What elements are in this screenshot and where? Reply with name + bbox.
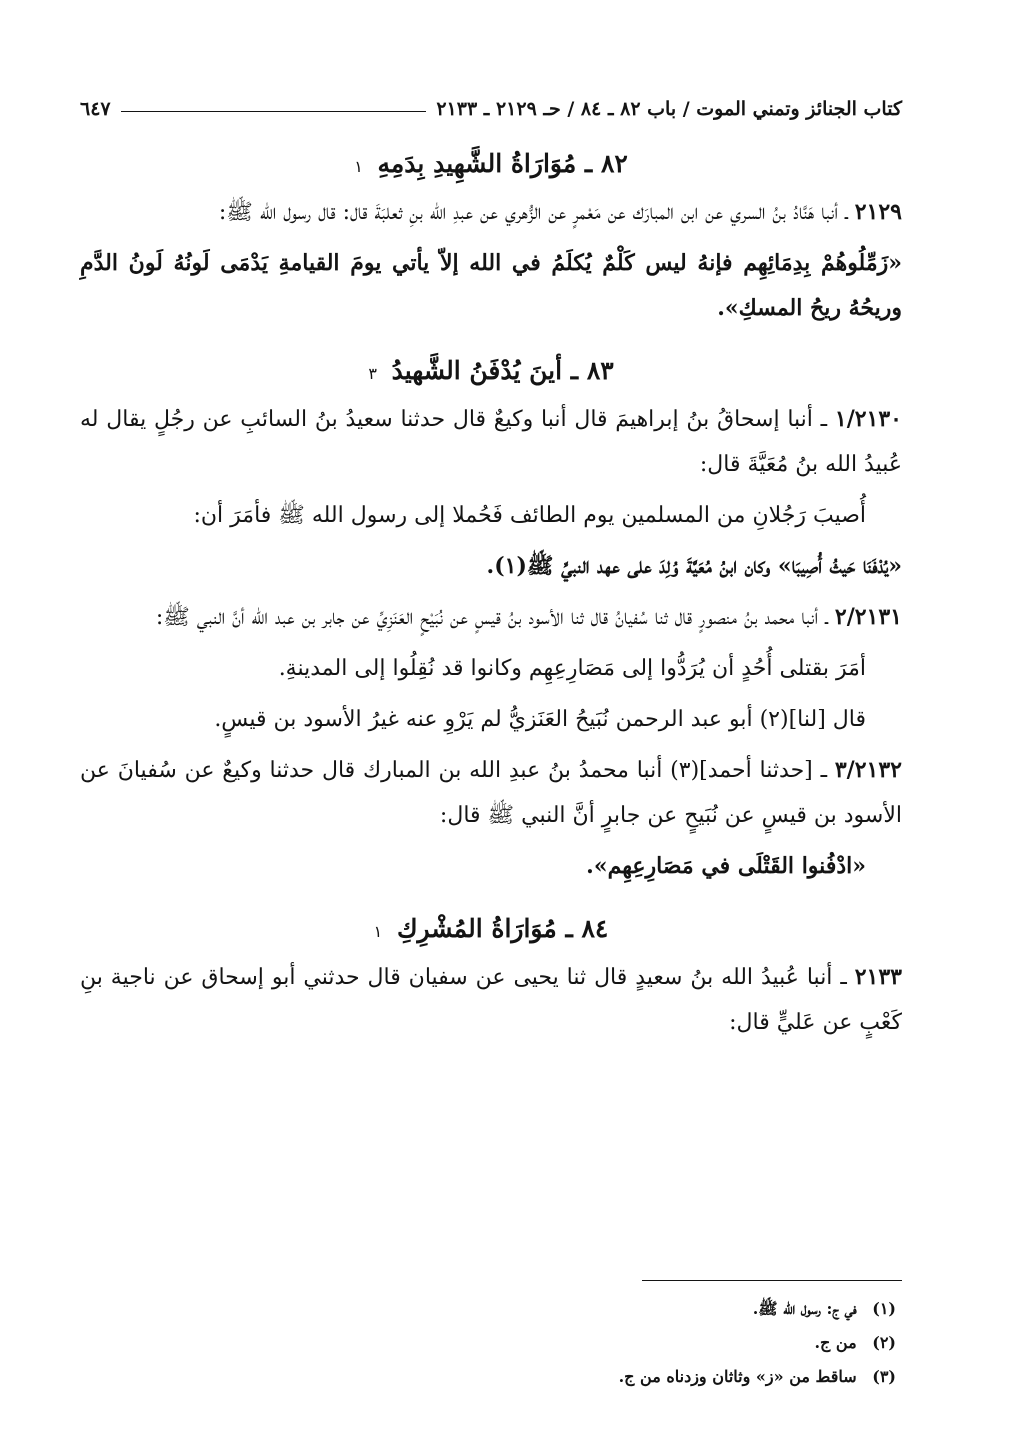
- hadith-matn: [80, 241, 902, 331]
- hadith-matn-text: «زَمِّلُوهُمْ بِدِمَائِهِم فإنهُ ليس كَلْمٌ يُكلَمُ في الله إلاّ يأتي يومَ القيامةِ يَدْمَى لَونُهُ لَونُ الدَّمِ وريحُهُ ريحُ المسكِ».: [80, 250, 902, 321]
- hadith-paragraph-2129: [80, 190, 902, 235]
- footnote-2: [300, 1326, 896, 1360]
- hadith-isnad: ـ [حدثنا أحمد](٣) أنبا محمدُ بنُ عبدِ الله بن المبارك قال حدثنا وكيعٌ عن سُفيانَ عن الأسود بن قيسٍ عن نُبَيحٍ عن جابرٍ أنَّ النبي ﷺ قال:: [80, 758, 902, 828]
- footnote-separator: [642, 1280, 902, 1281]
- chapter-heading-82: [80, 138, 902, 190]
- hadith-paragraph-2133: [80, 955, 902, 1045]
- heading-note-marker: ١: [354, 157, 363, 176]
- footnotes: [300, 1292, 896, 1394]
- hadith-isnad: ـ أنبا هَنَّادُ بنُ السري عن ابن المبارَك عن مَعْمرٍ عن الزُّهري عن عبدِ الله بنِ ثعلبَةَ قال: قال رسول الله ﷺ:: [218, 200, 848, 225]
- chapter-heading-text: ٨٣ ـ أينَ يُدْفَنُ الشَّهيدُ: [391, 356, 614, 385]
- page-number: ٦٤٧: [80, 98, 111, 120]
- hadith-number: ٣/٢١٣٢: [834, 757, 902, 783]
- footnote-1: [300, 1292, 896, 1326]
- hadith-number: ٢/٢١٣١: [834, 604, 902, 630]
- hadith-matn-text: «ادْفُنوا القَتْلَى في مَصَارِعِهِم».: [586, 853, 866, 879]
- hadith-narrative: [80, 493, 902, 538]
- hadith-isnad: ـ أنبا عُبيدُ الله بنُ سعيدٍ قال ثنا يحيى عن سفيان قال حدثني أبو إسحاق عن ناجية بنِ كَعْبٍ عن عَليٍّ قال:: [80, 965, 902, 1035]
- hadith-paragraph-2130: [80, 397, 902, 487]
- footnote-text: في ج: رسول الله ﷺ.: [752, 1299, 857, 1318]
- hadith-isnad: ـ أنبا محمد بنُ منصورٍ قال ثنا سُفيانُ قال ثنا الأسود بنُ قيسٍ عن نُبَيْحٍ العَنَزِيِّ عن جابر بن عبد الله أنَّ النبي ﷺ:: [155, 605, 828, 630]
- footnote-number: (١): [872, 1299, 896, 1318]
- running-header: [80, 80, 902, 120]
- spacer: [80, 337, 902, 345]
- footnote-text: من ج.: [814, 1333, 857, 1352]
- hadith-number: ٢١٣٣: [854, 964, 902, 990]
- chapter-heading-84: [80, 903, 902, 955]
- hadith-comment-text: قال [لنا](٢) أبو عبد الرحمن نُبَيحُ العَنَزيُّ لم يَرْوِ عنه غيرُ الأسود بن قيسٍ.: [214, 707, 866, 732]
- hadith-number: ٢١٢٩: [854, 199, 902, 225]
- hadith-matn: [80, 544, 902, 589]
- hadith-isnad: ـ أنبا إسحاقُ بنُ إبراهيمَ قال أنبا وكيعٌ قال حدثنا سعيدُ بنُ السائبِ عن رجُلٍ يقال له عُبيدُ الله بنُ مُعَيَّةَ قال:: [80, 407, 902, 477]
- body-text: [80, 138, 902, 1051]
- running-header-title: كتاب الجنائز وتمني الموت / باب ٨٢ ـ ٨٤ / حـ ٢١٢٩ ـ ٢١٣٣: [436, 98, 902, 120]
- hadith-narrative: [80, 646, 902, 691]
- hadith-paragraph-2131: [80, 595, 902, 640]
- chapter-heading-text: ٨٢ ـ مُوَارَاةُ الشَّهِيدِ بِدَمِهِ: [377, 149, 628, 178]
- hadith-paragraph-2132: [80, 748, 902, 838]
- hadith-matn: [80, 844, 902, 889]
- spacer: [80, 895, 902, 903]
- footnote-number: (٣): [872, 1367, 896, 1386]
- hadith-number: ١/٢١٣٠: [834, 406, 902, 432]
- header-rule: [121, 111, 427, 112]
- chapter-heading-text: ٨٤ ـ مُوَارَاةُ المُشْرِكِ: [396, 914, 609, 943]
- hadith-matn-text: «يُدْفَنَا حَيثُ أُصِيبَا» وكان ابنُ مُعَيَّةَ وُلِدَ على عهد النبيِّ ﷺ(١).: [486, 553, 902, 579]
- hadith-narrative-text: أُصيبَ رَجُلانِ من المسلمين يوم الطائف فَحُملا إلى رسول الله ﷺ فأمَرَ أن:: [193, 503, 866, 528]
- hadith-comment: [80, 697, 902, 742]
- footnote-number: (٢): [872, 1333, 896, 1352]
- footnote-3: [300, 1360, 896, 1394]
- chapter-heading-83: [80, 345, 902, 397]
- heading-note-marker: ١: [373, 922, 383, 941]
- heading-note-marker: ٣: [368, 364, 377, 383]
- hadith-narrative-text: أمَرَ بقتلى أُحُدٍ أن يُرَدُّوا إلى مَصَارِعِهِم وكانوا قد نُقِلُوا إلى المدينةِ.: [278, 656, 866, 681]
- footnote-text: ساقط من «ز» وثاثان وزدناه من ج.: [618, 1367, 857, 1386]
